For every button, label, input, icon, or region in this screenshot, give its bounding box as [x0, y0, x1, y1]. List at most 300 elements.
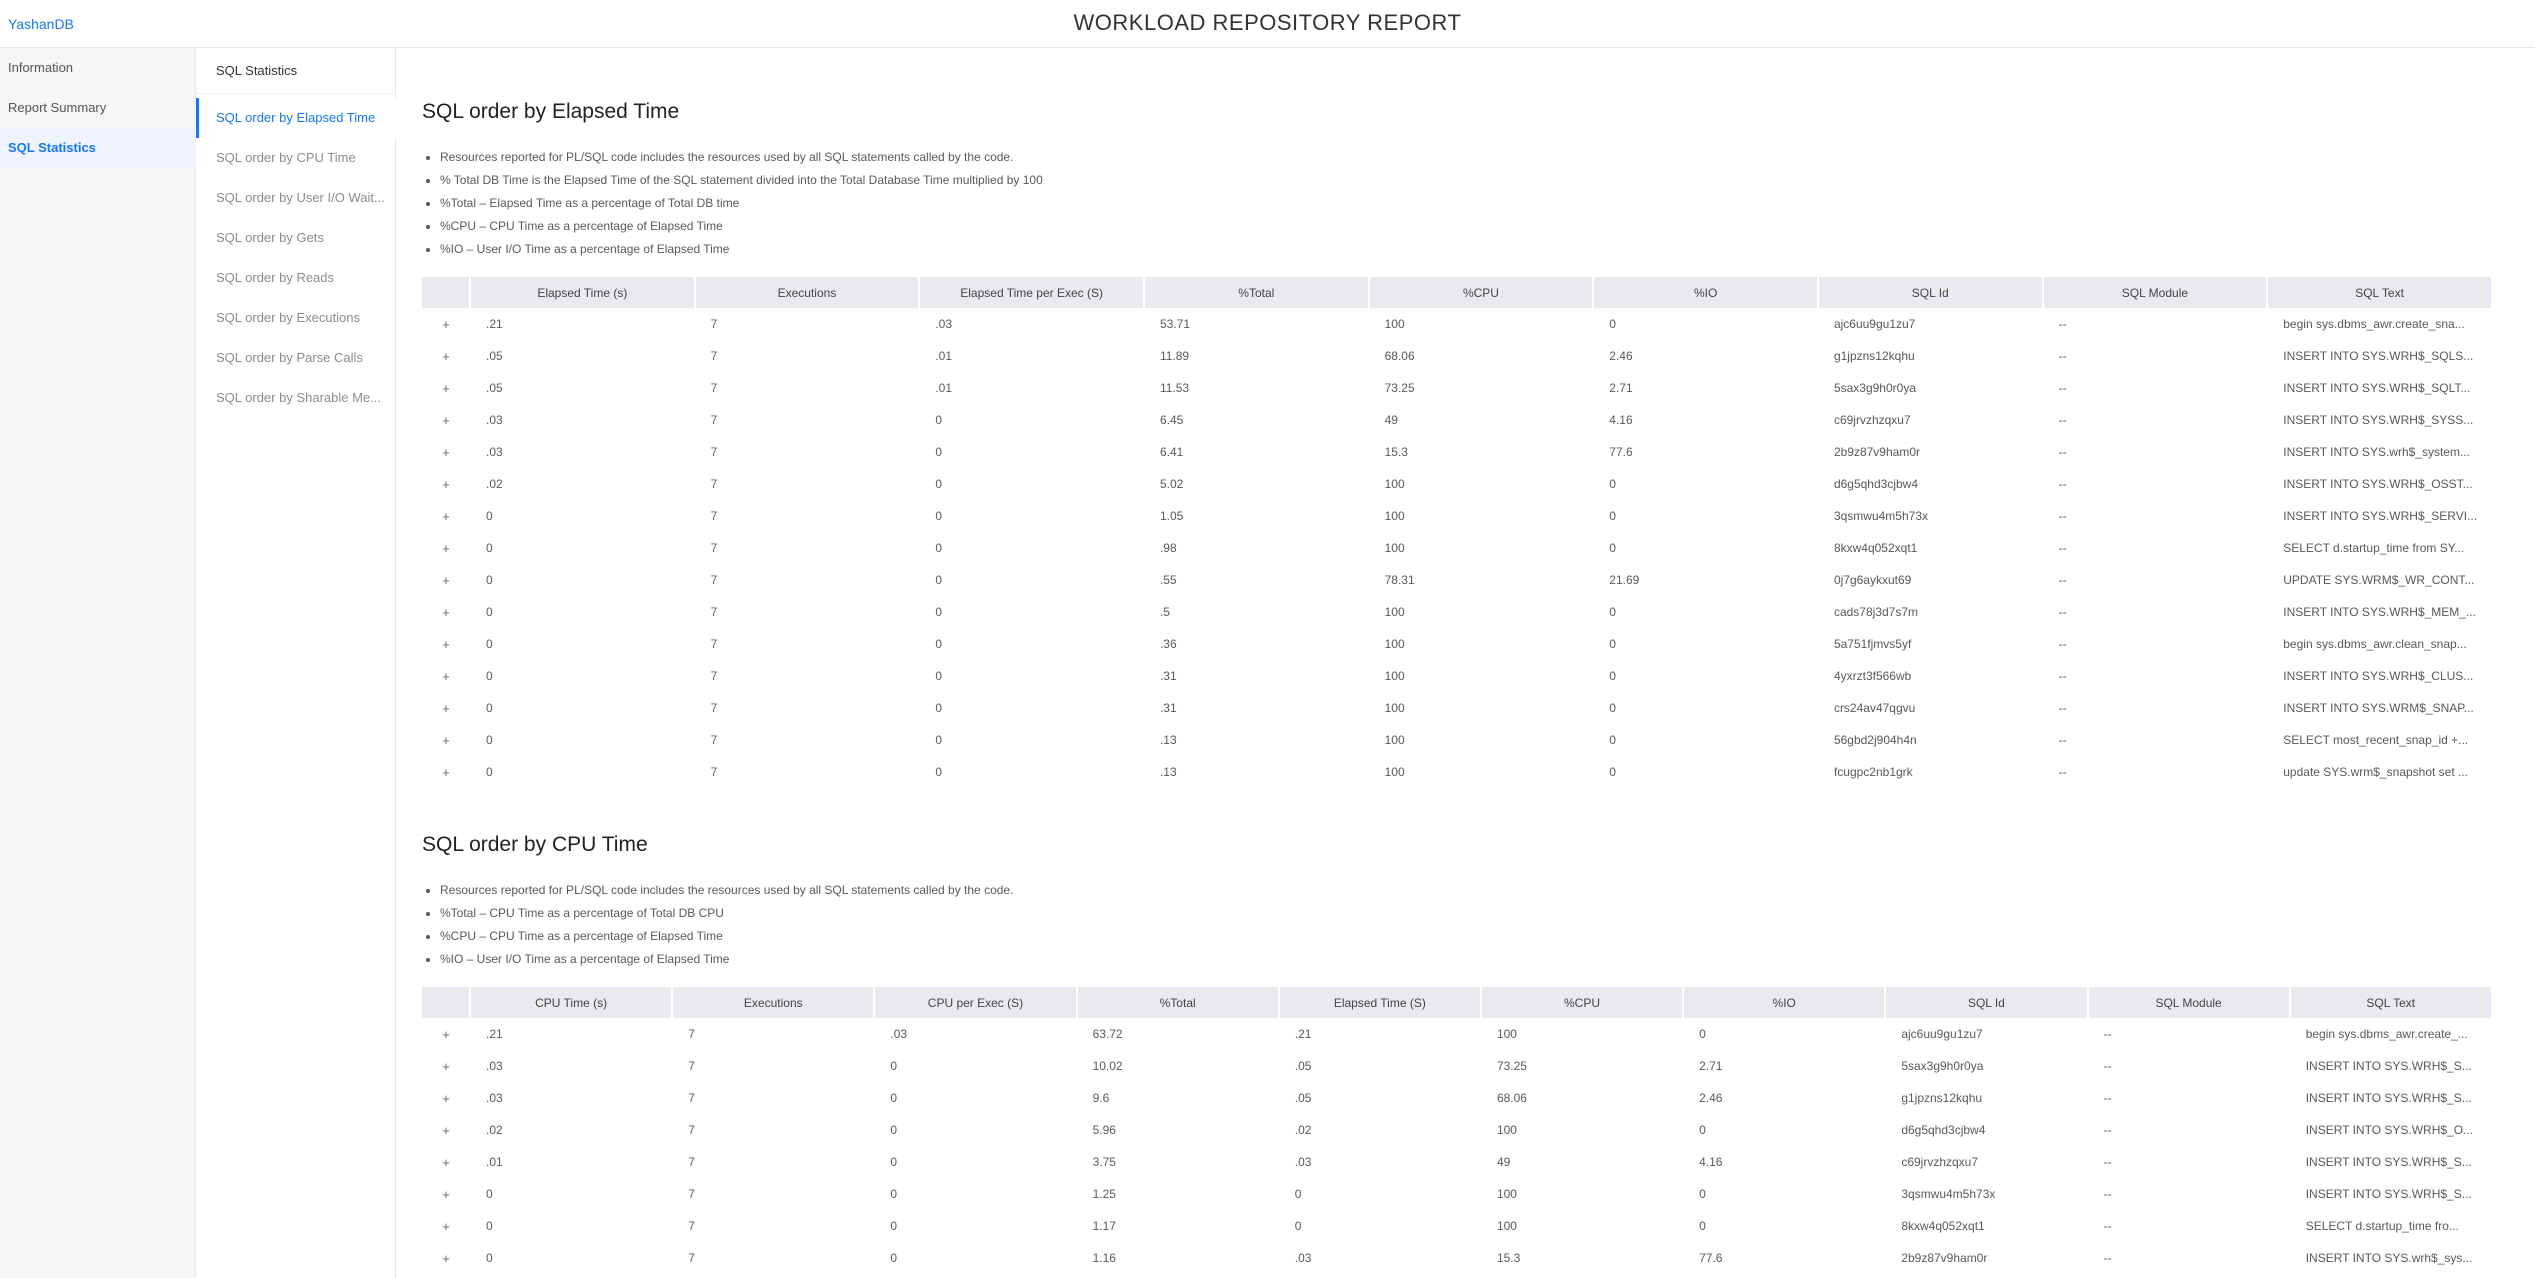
table-cell: 7 — [710, 381, 718, 395]
expand-row-icon[interactable]: + — [442, 636, 450, 652]
table-cell: 100 — [1384, 765, 1405, 779]
column-header: %Total — [1144, 277, 1369, 308]
table-cell: 7 — [710, 573, 718, 587]
table-row — [422, 1210, 2492, 1242]
expand-row-icon[interactable]: + — [442, 764, 450, 780]
table-cell: .05 — [1294, 1059, 1312, 1073]
table-cell: INSERT INTO SYS.WRH$_S... — [2305, 1059, 2472, 1073]
table-cell: .21 — [1294, 1027, 1312, 1041]
table-cell: 0 — [486, 573, 493, 587]
expand-row-icon[interactable]: + — [442, 572, 450, 588]
table-cell: .03 — [486, 413, 503, 427]
table-cell: 0 — [935, 669, 942, 683]
table-cell: 56gbd2j904h4n — [1833, 733, 1917, 747]
table-cell: INSERT INTO SYS.WRH$_S... — [2305, 1155, 2472, 1169]
report-title: WORKLOAD REPOSITORY REPORT — [1073, 10, 1462, 35]
expand-row-icon[interactable]: + — [442, 1154, 450, 1170]
table-cell: 73.25 — [1384, 381, 1415, 395]
column-header: Elapsed Time per Exec (S) — [919, 277, 1144, 308]
table-cell: 0 — [1609, 509, 1616, 523]
main-content[interactable] — [398, 48, 2535, 1278]
table-cell: INSERT INTO SYS.WRH$_CLUS... — [2283, 669, 2474, 683]
table-cell: 0 — [1609, 541, 1616, 555]
table-row — [422, 500, 2492, 532]
sidebar-item-sql-statistics[interactable]: SQL Statistics — [0, 128, 196, 168]
table-cell: 2.71 — [1699, 1059, 1723, 1073]
table-cell: -- — [2058, 605, 2067, 619]
table-cell: 77.6 — [1699, 1251, 1723, 1265]
expand-row-icon[interactable]: + — [442, 316, 450, 332]
top-bar — [0, 0, 2535, 48]
column-header: SQL Text — [2267, 277, 2492, 308]
column-header — [422, 987, 470, 1018]
table-cell: d6g5qhd3cjbw4 — [1901, 1123, 1986, 1137]
table-cell: 0 — [935, 477, 942, 491]
expand-row-icon[interactable]: + — [442, 700, 450, 716]
table-cell: 0 — [935, 573, 942, 587]
table-row — [422, 1178, 2492, 1210]
table-cell: 5sax3g9h0r0ya — [1833, 381, 1916, 395]
subnav-item-executions[interactable]: SQL order by Executions — [216, 310, 361, 325]
table-cell: 0 — [1699, 1187, 1706, 1201]
table-cell: .13 — [1159, 733, 1177, 747]
table-cell: 0 — [1699, 1027, 1706, 1041]
table-cell: 7 — [710, 445, 718, 459]
table-cell: 7 — [710, 317, 718, 331]
table-cell: 7 — [688, 1187, 695, 1201]
section-sql-elapsed-time — [422, 98, 2492, 788]
table-cell: .03 — [935, 317, 952, 331]
note-item: • %CPU – CPU Time as a percentage of Elapsed Time — [440, 215, 2492, 238]
table-cell: -- — [2058, 349, 2067, 363]
subnav-title: SQL Statistics — [196, 48, 396, 94]
table-cell: .21 — [486, 1027, 503, 1041]
table-cell: 0 — [486, 1251, 493, 1265]
table-cell: UPDATE SYS.WRM$_WR_CONT... — [2283, 573, 2475, 587]
table-row — [422, 660, 2492, 692]
table-cell: 2.71 — [1609, 381, 1633, 395]
table-cell: 0 — [486, 765, 493, 779]
expand-row-icon[interactable]: + — [442, 540, 450, 556]
table-cell: 0 — [486, 1219, 493, 1233]
table-cell: 0 — [890, 1059, 898, 1073]
table-cell: .02 — [1294, 1123, 1312, 1137]
column-header: CPU Time (s) — [470, 987, 672, 1018]
table-cell: 1.25 — [1092, 1187, 1116, 1201]
table-cell: 4.16 — [1609, 413, 1633, 427]
table-cell: 0 — [1609, 733, 1616, 747]
table-header-row — [422, 987, 2492, 1018]
table-cell: 2b9z87v9ham0r — [1833, 445, 1920, 459]
table-cell: 0 — [935, 413, 942, 427]
table-cell: -- — [2103, 1123, 2112, 1137]
table-cell: 5.96 — [1092, 1123, 1116, 1137]
table-cell: -- — [2058, 381, 2067, 395]
table-cell: begin sys.dbms_awr.create_sna... — [2283, 317, 2465, 331]
table-cell: INSERT INTO SYS.WRH$_SYSS... — [2283, 413, 2474, 427]
table-cell: c69jrvzhzqxu7 — [1901, 1155, 1979, 1169]
table-row — [422, 1018, 2492, 1050]
table-cell: .03 — [486, 445, 503, 459]
table-row — [422, 340, 2492, 372]
table-cell: .05 — [486, 381, 503, 395]
table-cell: INSERT INTO SYS.wrh$_system... — [2283, 445, 2470, 459]
table-cell: 7 — [710, 349, 718, 363]
table-cell: 9.6 — [1092, 1091, 1110, 1105]
table-cell: 0 — [1609, 477, 1616, 491]
table-cell: -- — [2103, 1091, 2112, 1105]
table-cell: .05 — [486, 349, 503, 363]
table-cell: 7 — [688, 1027, 695, 1041]
table-cell: -- — [2103, 1219, 2112, 1233]
expand-row-icon[interactable]: + — [442, 732, 450, 748]
table-cell: SELECT d.startup_time fro... — [2305, 1219, 2459, 1233]
table-cell: 0 — [1294, 1219, 1302, 1233]
table-cell: -- — [2058, 413, 2067, 427]
table-cell: crs24av47qgvu — [1833, 701, 1916, 715]
table-cell: .31 — [1159, 669, 1177, 683]
table-cell: .55 — [1159, 573, 1177, 587]
table-cell: SELECT most_recent_snap_id +... — [2283, 733, 2469, 747]
table-cell: .03 — [1294, 1251, 1312, 1265]
table-cell: 7 — [710, 477, 718, 491]
subnav-item-reads[interactable]: SQL order by Reads — [216, 270, 335, 285]
note-item: • %CPU – CPU Time as a percentage of Elapsed Time — [440, 925, 2492, 948]
expand-row-icon[interactable]: + — [442, 668, 450, 684]
table-cell: 0 — [486, 701, 493, 715]
table-cell: -- — [2058, 477, 2067, 491]
table-cell: .98 — [1159, 541, 1177, 555]
table-cell: 7 — [688, 1059, 695, 1073]
table-cell: .36 — [1159, 637, 1177, 651]
table-cell: SELECT d.startup_time from SY... — [2283, 541, 2465, 555]
section-title: SQL order by CPU Time — [422, 833, 648, 856]
column-header: %Total — [1077, 987, 1279, 1018]
table-cell: d6g5qhd3cjbw4 — [1833, 477, 1919, 491]
table-cell: -- — [2103, 1027, 2112, 1041]
table-cell: .31 — [1159, 701, 1177, 715]
note-item: • %IO – User I/O Time as a percentage of Elapsed Time — [440, 238, 2492, 261]
expand-row-icon[interactable]: + — [442, 444, 450, 460]
expand-row-icon[interactable]: + — [442, 412, 450, 428]
subnav-item-sharable-memory[interactable]: SQL order by Sharable Me... — [216, 390, 381, 405]
table-cell: ajc6uu9gu1zu7 — [1833, 317, 1916, 331]
table-cell: -- — [2103, 1187, 2112, 1201]
table-cell: 49 — [1496, 1155, 1511, 1169]
table-cell: INSERT INTO SYS.WRH$_S... — [2305, 1091, 2472, 1105]
table-cell: 7 — [710, 413, 718, 427]
table-cell: 100 — [1384, 477, 1405, 491]
table-cell: 7 — [710, 509, 718, 523]
section-sql-cpu-time — [422, 831, 2492, 1274]
table-cell: 0 — [935, 541, 942, 555]
table-cell: -- — [2058, 317, 2067, 331]
table-cell: .21 — [486, 317, 503, 331]
table-row — [422, 1050, 2492, 1082]
table-cell: 1.05 — [1159, 509, 1184, 523]
table-cell: 0 — [1699, 1123, 1706, 1137]
table-cell: 0 — [486, 669, 493, 683]
table-cell: INSERT INTO SYS.WRH$_SQLS... — [2283, 349, 2474, 363]
table-cell: 68.06 — [1384, 349, 1415, 363]
table-cell: g1jpzns12kqhu — [1833, 349, 1915, 363]
table-header-row — [422, 277, 2492, 308]
subnav-item-cpu-time[interactable]: SQL order by CPU Time — [216, 150, 356, 165]
column-header: %CPU — [1481, 987, 1683, 1018]
table-cell: 100 — [1384, 637, 1405, 651]
table-cell: 53.71 — [1159, 317, 1190, 331]
subnav-item-elapsed-time[interactable]: SQL order by Elapsed Time — [196, 98, 396, 138]
column-header: SQL Module — [2088, 987, 2290, 1018]
table-cell: .01 — [935, 381, 952, 395]
sidebar — [0, 48, 196, 1278]
expand-row-icon[interactable]: + — [442, 1026, 450, 1042]
column-header: %CPU — [1369, 277, 1594, 308]
table-cell: cads78j3d7s7m — [1833, 605, 1918, 619]
table-cell: 0 — [1609, 701, 1616, 715]
table-cell: 7 — [710, 669, 718, 683]
column-header: SQL Id — [1885, 987, 2087, 1018]
table-row — [422, 308, 2492, 340]
table-cell: 0 — [935, 637, 942, 651]
table-cell: 0 — [486, 509, 493, 523]
table-row — [422, 564, 2492, 596]
column-header: %IO — [1593, 277, 1818, 308]
table-cell: 4.16 — [1699, 1155, 1723, 1169]
table-cell: 15.3 — [1384, 445, 1408, 459]
expand-row-icon[interactable]: + — [442, 348, 450, 364]
table-cell: -- — [2058, 765, 2067, 779]
expand-row-icon[interactable]: + — [442, 1058, 450, 1074]
table-cell: 15.3 — [1496, 1251, 1521, 1265]
table-cell: -- — [2058, 701, 2067, 715]
table-cell: 3qsmwu4m5h73x — [1833, 509, 1928, 523]
brand-link[interactable]: YashanDB — [8, 16, 74, 32]
table-cell: 6.41 — [1159, 445, 1184, 459]
table-cell: 100 — [1384, 317, 1405, 331]
table-cell: -- — [2058, 637, 2067, 651]
table-cell: INSERT INTO SYS.WRH$_SQLT... — [2283, 381, 2471, 395]
table-cell: 68.06 — [1496, 1091, 1527, 1105]
table-cell: 0 — [486, 541, 493, 555]
table-cell: 100 — [1384, 605, 1405, 619]
table-cell: 73.25 — [1496, 1059, 1527, 1073]
table-cell: 2.46 — [1609, 349, 1633, 363]
table-cell: -- — [2058, 573, 2067, 587]
table-cell: .03 — [486, 1091, 503, 1105]
table-cell: 1.17 — [1092, 1219, 1116, 1233]
table-cell: 3.75 — [1092, 1155, 1116, 1169]
table-cell: update SYS.wrm$_snapshot set ... — [2283, 765, 2469, 779]
sql-cpu-time-table — [422, 987, 2493, 1274]
table-cell: 0 — [935, 765, 942, 779]
table-cell: -- — [2103, 1251, 2112, 1265]
table-cell: .03 — [890, 1027, 908, 1041]
table-cell: .13 — [1159, 765, 1177, 779]
column-header: Executions — [672, 987, 874, 1018]
subnav-item-parse-calls[interactable]: SQL order by Parse Calls — [216, 350, 363, 365]
table-cell: 7 — [710, 733, 718, 747]
table-cell: 7 — [688, 1251, 695, 1265]
table-cell: 0 — [1609, 765, 1616, 779]
column-header: SQL Module — [2043, 277, 2268, 308]
table-cell: -- — [2058, 669, 2067, 683]
subnav-item-user-io-wait[interactable]: SQL order by User I/O Wait... — [216, 190, 385, 205]
table-cell: 0 — [486, 605, 493, 619]
table-row — [422, 1146, 2492, 1178]
table-cell: 0 — [935, 509, 942, 523]
table-cell: 7 — [688, 1155, 695, 1169]
table-cell: -- — [2058, 733, 2067, 747]
expand-row-icon[interactable]: + — [442, 508, 450, 524]
note-item: • Resources reported for PL/SQL code includes the resources used by all SQL statements called by the code. — [440, 879, 2492, 902]
table-cell: 7 — [710, 701, 718, 715]
sql-elapsed-time-table — [422, 277, 2493, 788]
table-cell: 0 — [890, 1219, 898, 1233]
table-cell: 7 — [710, 637, 718, 651]
table-cell: 0j7g6aykxut69 — [1833, 573, 1912, 587]
subnav-item-gets[interactable]: SQL order by Gets — [216, 230, 324, 245]
expand-row-icon[interactable]: + — [442, 380, 450, 396]
note-item: • %Total – CPU Time as a percentage of Total DB CPU — [440, 902, 2492, 925]
table-row — [422, 1114, 2492, 1146]
table-row — [422, 1082, 2492, 1114]
section-title: SQL order by Elapsed Time — [422, 100, 680, 123]
table-cell: INSERT INTO SYS.WRH$_OSST... — [2283, 477, 2473, 491]
table-cell: INSERT INTO SYS.WRH$_SERVI... — [2283, 509, 2478, 523]
table-cell: 0 — [1609, 669, 1616, 683]
table-cell: 49 — [1384, 413, 1398, 427]
table-row — [422, 628, 2492, 660]
table-cell: 0 — [935, 701, 942, 715]
table-cell: 5sax3g9h0r0ya — [1901, 1059, 1984, 1073]
table-cell: 0 — [1609, 637, 1616, 651]
table-cell: 8kxw4q052xqt1 — [1901, 1219, 1985, 1233]
table-cell: -- — [2103, 1155, 2112, 1169]
table-cell: 100 — [1384, 669, 1405, 683]
table-cell: 0 — [890, 1123, 898, 1137]
table-cell: 7 — [688, 1219, 695, 1233]
table-cell: 100 — [1384, 541, 1405, 555]
expand-row-icon[interactable]: + — [442, 604, 450, 620]
column-header — [422, 277, 470, 308]
table-cell: .05 — [1294, 1091, 1312, 1105]
table-row — [422, 468, 2492, 500]
table-cell: .03 — [486, 1059, 503, 1073]
sub-navigation — [196, 48, 396, 1278]
table-cell: 11.53 — [1159, 381, 1190, 395]
table-cell: .02 — [486, 477, 503, 491]
table-cell: -- — [2103, 1059, 2112, 1073]
table-cell: 100 — [1496, 1027, 1517, 1041]
table-cell: 100 — [1384, 509, 1405, 523]
column-header: CPU per Exec (S) — [874, 987, 1076, 1018]
table-cell: 0 — [935, 445, 942, 459]
table-cell: 100 — [1384, 733, 1405, 747]
expand-row-icon[interactable]: + — [442, 476, 450, 492]
table-cell: ajc6uu9gu1zu7 — [1901, 1027, 1983, 1041]
table-cell: 10.02 — [1092, 1059, 1123, 1073]
sidebar-item-information[interactable]: Information — [8, 60, 74, 75]
expand-row-icon[interactable]: + — [442, 1218, 450, 1234]
notes-list — [422, 146, 2492, 261]
table-row — [422, 372, 2492, 404]
table-cell: 100 — [1496, 1187, 1517, 1201]
table-row — [422, 404, 2492, 436]
table-cell: 100 — [1496, 1219, 1517, 1233]
column-header: %IO — [1683, 987, 1885, 1018]
table-cell: 0 — [1609, 605, 1616, 619]
table-cell: -- — [2058, 541, 2067, 555]
note-item: • Resources reported for PL/SQL code includes the resources used by all SQL statements called by the code. — [440, 146, 2492, 169]
table-row — [422, 436, 2492, 468]
table-cell: 0 — [935, 733, 942, 747]
table-cell: .02 — [486, 1123, 503, 1137]
table-cell: 0 — [486, 637, 493, 651]
table-cell: 0 — [890, 1155, 898, 1169]
expand-row-icon[interactable]: + — [442, 1090, 450, 1106]
table-cell: c69jrvzhzqxu7 — [1833, 413, 1911, 427]
table-row — [422, 692, 2492, 724]
table-row — [422, 724, 2492, 756]
table-cell: 100 — [1384, 701, 1405, 715]
table-cell: 0 — [1699, 1219, 1706, 1233]
note-item: • % Total DB Time is the Elapsed Time of the SQL statement divided into the Total Database Time multiplied by 100 — [440, 169, 2492, 192]
table-cell: 3qsmwu4m5h73x — [1901, 1187, 1996, 1201]
table-cell: 2b9z87v9ham0r — [1901, 1251, 1988, 1265]
expand-row-icon[interactable]: + — [442, 1122, 450, 1138]
table-cell: 7 — [688, 1123, 695, 1137]
notes-list — [422, 879, 2492, 971]
table-cell: 7 — [688, 1091, 695, 1105]
table-cell: 7 — [710, 541, 718, 555]
table-cell: .01 — [486, 1155, 503, 1169]
table-cell: 8kxw4q052xqt1 — [1833, 541, 1918, 555]
table-cell: INSERT INTO SYS.wrh$_sys... — [2305, 1251, 2473, 1265]
table-cell: 11.89 — [1159, 349, 1190, 363]
table-cell: 0 — [1294, 1187, 1302, 1201]
table-cell: 0 — [890, 1187, 898, 1201]
table-cell: INSERT INTO SYS.WRH$_O... — [2305, 1123, 2474, 1137]
table-cell: 0 — [486, 733, 493, 747]
table-cell: 0 — [1609, 317, 1616, 331]
note-item: • %Total – Elapsed Time as a percentage of Total DB time — [440, 192, 2492, 215]
column-header: Executions — [695, 277, 920, 308]
table-cell: begin sys.dbms_awr.clean_snap... — [2283, 637, 2467, 651]
table-cell: 7 — [710, 765, 718, 779]
table-cell: fcugpc2nb1grk — [1833, 765, 1913, 779]
table-row — [422, 756, 2492, 788]
table-cell: 78.31 — [1384, 573, 1415, 587]
table-cell: g1jpzns12kqhu — [1901, 1091, 1983, 1105]
table-row — [422, 1242, 2492, 1274]
table-cell: 0 — [935, 605, 942, 619]
table-cell: 2.46 — [1699, 1091, 1723, 1105]
table-row — [422, 532, 2492, 564]
sidebar-item-report-summary[interactable]: Report Summary — [8, 100, 107, 115]
expand-row-icon[interactable]: + — [442, 1250, 450, 1266]
table-cell: -- — [2058, 509, 2067, 523]
table-cell: .01 — [935, 349, 952, 363]
table-cell: 77.6 — [1609, 445, 1633, 459]
table-cell: .03 — [1294, 1155, 1312, 1169]
column-header: SQL Id — [1818, 277, 2043, 308]
table-cell: 0 — [890, 1251, 898, 1265]
table-cell: 21.69 — [1609, 573, 1640, 587]
table-cell: 63.72 — [1092, 1027, 1123, 1041]
table-cell: -- — [2058, 445, 2067, 459]
expand-row-icon[interactable]: + — [442, 1186, 450, 1202]
